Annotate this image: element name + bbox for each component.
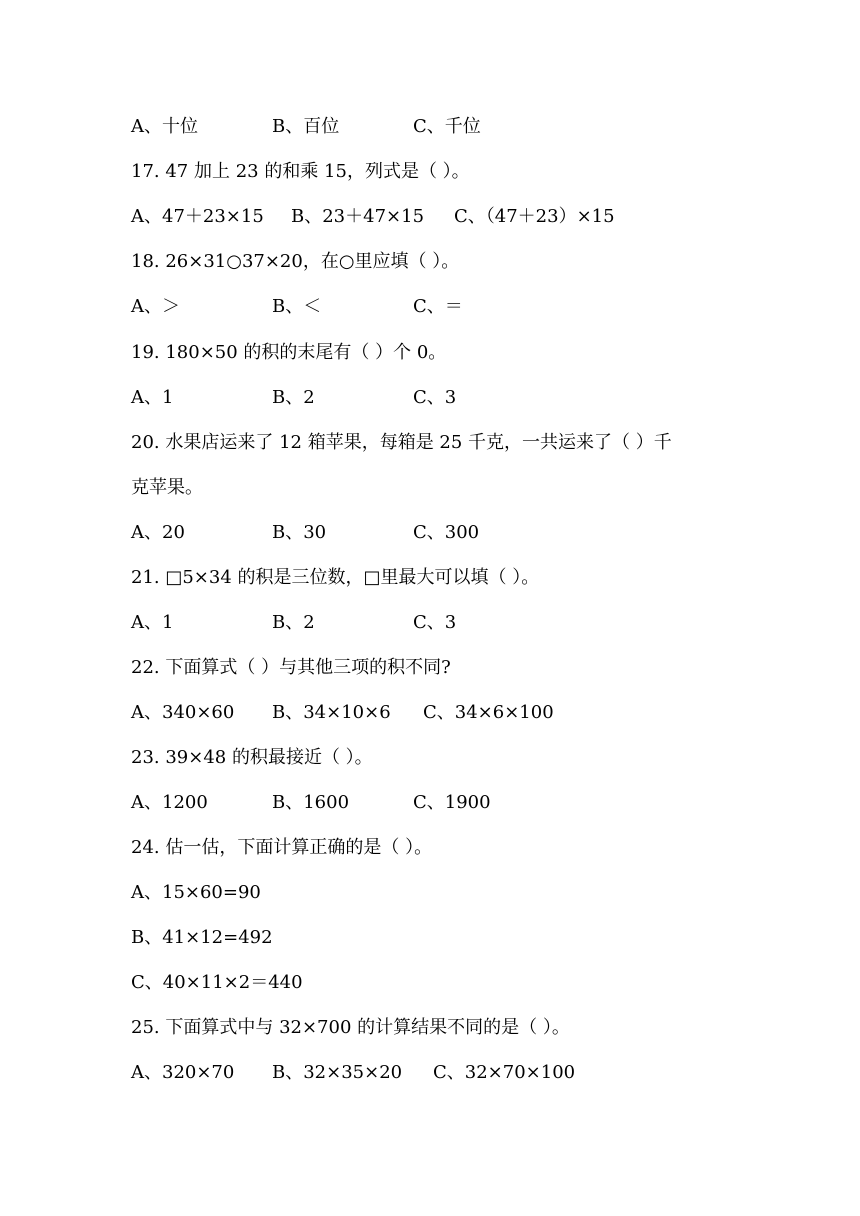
q16-option-c: C、千位 — [413, 116, 481, 137]
q21-option-b: B、2 — [272, 612, 315, 633]
q25-option-c: C、32×70×100 — [433, 1062, 576, 1083]
q20-option-c: C、300 — [413, 522, 480, 543]
q22-question: 22. 下面算式（ ）与其他三项的积不同? — [131, 657, 451, 678]
q24-question: 24. 估一估，下面计算正确的是（ ）。 — [131, 837, 433, 858]
q21-question: 21. □5×34 的积是三位数，□里最大可以填（ ）。 — [131, 567, 540, 588]
q21-option-a: A、1 — [131, 612, 174, 633]
q16-option-b: B、百位 — [272, 116, 340, 137]
q21-option-c: C、3 — [413, 612, 457, 633]
q23-option-c: C、1900 — [413, 792, 491, 813]
q18-question: 18. 26×31○37×20，在○里应填（ ）。 — [131, 251, 460, 272]
q17-option-c: C、（47＋23）×15 — [454, 206, 615, 227]
q25-option-b: B、32×35×20 — [272, 1062, 403, 1083]
q23-question: 23. 39×48 的积最接近（ ）。 — [131, 747, 373, 768]
q18-option-c: C、＝ — [413, 296, 463, 317]
q19-option-b: B、2 — [272, 387, 315, 408]
q24-option-a: A、15×60=90 — [131, 882, 261, 903]
q25-question: 25. 下面算式中与 32×700 的计算结果不同的是（ ）。 — [131, 1017, 570, 1038]
q24-option-b: B、41×12=492 — [131, 927, 273, 948]
q16-option-a: A、十位 — [131, 116, 198, 137]
q23-option-a: A、1200 — [131, 792, 208, 813]
q23-option-b: B、1600 — [272, 792, 350, 813]
q17-question: 17. 47 加上 23 的和乘 15，列式是（ ）。 — [131, 161, 470, 182]
q19-option-c: C、3 — [413, 387, 457, 408]
q20-question-line2: 克苹果。 — [131, 477, 203, 498]
q20-option-b: B、30 — [272, 522, 327, 543]
q20-option-a: A、20 — [131, 522, 185, 543]
q17-option-a: A、47＋23×15 — [131, 206, 264, 227]
q22-option-b: B、34×10×6 — [272, 702, 391, 723]
q19-option-a: A、1 — [131, 387, 174, 408]
q22-option-c: C、34×6×100 — [423, 702, 554, 723]
q25-option-a: A、320×70 — [131, 1062, 235, 1083]
q17-option-b: B、23＋47×15 — [291, 206, 425, 227]
q19-question: 19. 180×50 的积的末尾有（ ）个 0。 — [131, 342, 447, 363]
q18-option-a: A、＞ — [131, 296, 180, 317]
q24-option-c: C、40×11×2＝440 — [131, 972, 303, 993]
q22-option-a: A、340×60 — [131, 702, 235, 723]
q20-question-line1: 20. 水果店运来了 12 箱苹果，每箱是 25 千克，一共运来了（ ）千 — [131, 432, 672, 453]
q18-option-b: B、＜ — [272, 296, 322, 317]
